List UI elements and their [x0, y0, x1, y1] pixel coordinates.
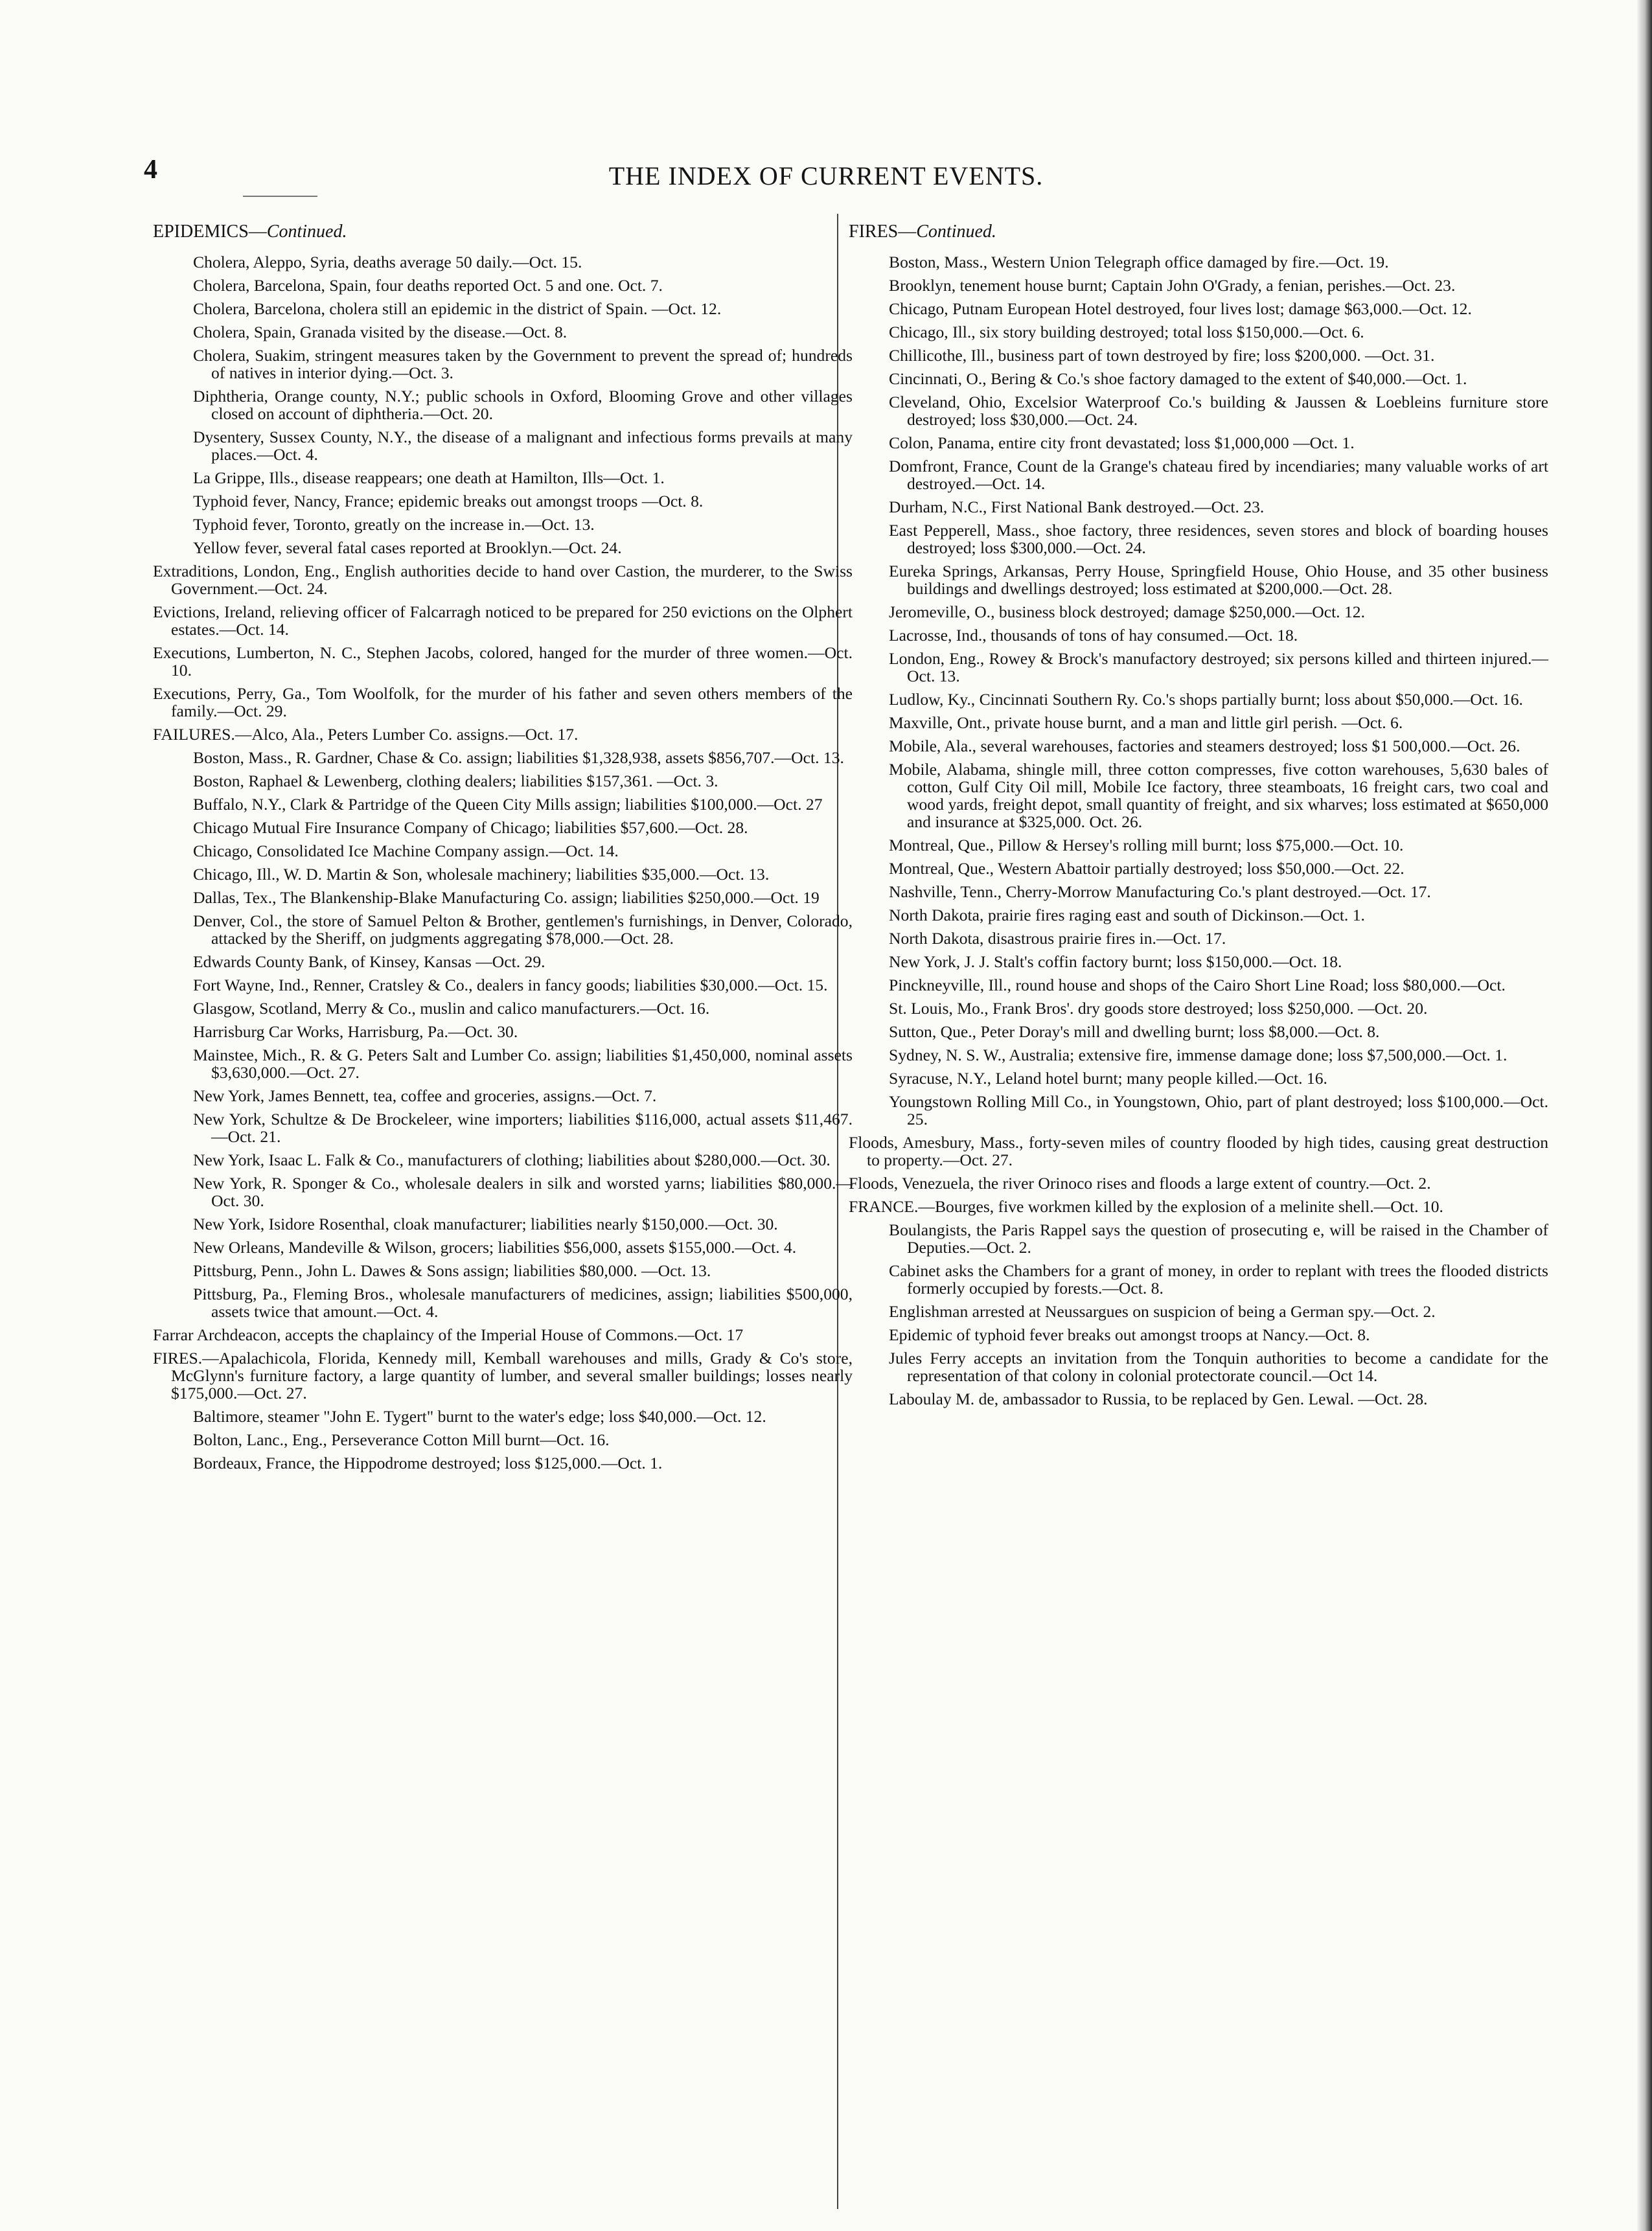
index-entry: Maxville, Ont., private house burnt, and a man and little girl perish. —Oct. 6. [889, 713, 1403, 732]
index-entry: Sutton, Que., Peter Doray's mill and dwelling burnt; loss $8,000.—Oct. 8. [889, 1022, 1380, 1041]
index-entry: Chicago, Consolidated Ice Machine Company assign.—Oct. 14. [193, 841, 619, 860]
index-entry: St. Louis, Mo., Frank Bros'. dry goods store destroyed; loss $250,000. —Oct. 20. [889, 999, 1428, 1018]
index-entry: Jules Ferry accepts an invitation from the Tonquin authorities to become a candidate for the representation of that colony in colonial protectorate council.—Oct 14. [889, 1349, 1548, 1385]
index-entry: Youngstown Rolling Mill Co., in Youngstown, Ohio, part of plant destroyed; loss $100,000.—Oct. 25. [889, 1092, 1548, 1128]
index-entry: Floods, Venezuela, the river Orinoco rises and floods a large extent of country.—Oct. 2. [849, 1174, 1431, 1193]
index-entry: Sydney, N. S. W., Australia; extensive fire, immense damage done; loss $7,500,000.—Oct. 1. [889, 1046, 1508, 1064]
index-entry: Boston, Mass., Western Union Telegraph office damaged by fire.—Oct. 19. [889, 253, 1389, 271]
index-entry: Jeromeville, O., business block destroyed; damage $250,000.—Oct. 12. [889, 602, 1365, 621]
index-entry: Denver, Col., the store of Samuel Pelton & Brother, gentlemen's furnishings, in Denver, Colorado, attacked by the Sheriff, on judgments aggregating $78,000.—Oct. 28. [193, 911, 853, 948]
index-entry: Buffalo, N.Y., Clark & Partridge of the Queen City Mills assign; liabilities $100,000.—Oct. 27 [193, 795, 823, 814]
index-entry: Pittsburg, Penn., John L. Dawes & Sons assign; liabilities $80,000. —Oct. 13. [193, 1261, 711, 1280]
index-entry: Cholera, Aleppo, Syria, deaths average 50 daily.—Oct. 15. [193, 253, 582, 271]
index-entry: Glasgow, Scotland, Merry & Co., muslin and calico manufacturers.—Oct. 16. [193, 999, 710, 1018]
index-entry: Englishman arrested at Neussargues on suspicion of being a German spy.—Oct. 2. [889, 1302, 1436, 1321]
continued-label: Continued. [266, 222, 347, 242]
index-entry: Pittsburg, Pa., Fleming Bros., wholesale manufacturers of medicines, assign; liabilities $500,000, assets twice that amount.—Oct. 4. [193, 1285, 853, 1321]
index-entry: New York, Isidore Rosenthal, cloak manufacturer; liabilities nearly $150,000.—Oct. 30. [193, 1215, 778, 1233]
index-entry: Montreal, Que., Western Abattoir partially destroyed; loss $50,000.—Oct. 22. [889, 859, 1405, 878]
index-entry: Nashville, Tenn., Cherry-Morrow Manufacturing Co.'s plant destroyed.—Oct. 17. [889, 882, 1431, 901]
index-entry: Fort Wayne, Ind., Renner, Cratsley & Co., dealers in fancy goods; liabilities $30,000.—Oct. 15. [193, 976, 828, 994]
index-entry: Mobile, Alabama, shingle mill, three cotton compresses, five cotton warehouses, 5,630 bales of cotton, Gulf City Oil mill, Mobile Ice factory, three steamboats, 16 freight cars, two coal and wood yards, freight depot, small quantity of freight, and six wharves; loss estimated at $650,000 and insurance at $325,000. Oct. 26. [889, 760, 1548, 831]
index-entry: Boston, Mass., R. Gardner, Chase & Co. assign; liabilities $1,328,938, assets $856,707.—Oct. 13. [193, 748, 844, 767]
index-entry: Boulangists, the Paris Rappel says the question of prosecuting e, will be raised in the Chamber of Deputies.—Oct. 2. [889, 1220, 1548, 1257]
index-entry: Montreal, Que., Pillow & Hersey's rolling mill burnt; loss $75,000.—Oct. 10. [889, 836, 1404, 854]
index-entry: Chicago, Ill., six story building destroyed; total loss $150,000.—Oct. 6. [889, 323, 1364, 341]
index-entry: Bordeaux, France, the Hippodrome destroyed; loss $125,000.—Oct. 1. [193, 1454, 663, 1472]
index-entry: Cleveland, Ohio, Excelsior Waterproof Co.'s building & Jaussen & Loebleins furniture store destroyed; loss $30,000.—Oct. 24. [889, 393, 1548, 429]
index-entry: Executions, Lumberton, N. C., Stephen Jacobs, colored, hanged for the murder of three women.—Oct. 10. [153, 643, 853, 680]
index-entry: North Dakota, prairie fires raging east and south of Dickinson.—Oct. 1. [889, 906, 1365, 924]
index-entry: Cholera, Barcelona, cholera still an epidemic in the district of Spain. —Oct. 12. [193, 299, 722, 318]
index-entry: Cholera, Spain, Granada visited by the disease.—Oct. 8. [193, 323, 568, 341]
index-entry: Baltimore, steamer "John E. Tygert" burnt to the water's edge; loss $40,000.—Oct. 12. [193, 1407, 766, 1426]
page-title: THE INDEX OF CURRENT EVENTS. [608, 161, 1044, 190]
page-edge-shadow [1636, 0, 1652, 2231]
index-entry: Typhoid fever, Nancy, France; epidemic breaks out amongst troops —Oct. 8. [193, 492, 704, 510]
section-label: EPIDEMICS— [153, 222, 267, 242]
index-entry: Epidemic of typhoid fever breaks out amongst troops at Nancy.—Oct. 8. [889, 1325, 1370, 1344]
section-label: FIRES— [849, 222, 917, 242]
index-entry: Chicago, Ill., W. D. Martin & Son, wholesale machinery; liabilities $35,000.—Oct. 13. [193, 865, 770, 884]
index-entry: Dallas, Tex., The Blankenship-Blake Manufacturing Co. assign; liabilities $250,000.—Oct. 19 [193, 888, 820, 907]
index-entry: Executions, Perry, Ga., Tom Woolfolk, for the murder of his father and seven others members of the family.—Oct. 29. [153, 684, 853, 720]
index-entry: East Pepperell, Mass., shoe factory, three residences, seven stores and block of boarding houses destroyed; loss $300,000.—Oct. 24. [889, 521, 1548, 557]
left-column [153, 223, 853, 1478]
index-entry: Chillicothe, Ill., business part of town destroyed by fire; loss $200,000. —Oct. 31. [889, 346, 1435, 365]
title-rule [243, 196, 317, 197]
index-entry: Yellow fever, several fatal cases reported at Brooklyn.—Oct. 24. [193, 538, 622, 557]
index-entry: Brooklyn, tenement house burnt; Captain John O'Grady, a fenian, perishes.—Oct. 23. [889, 276, 1456, 295]
index-entry: Typhoid fever, Toronto, greatly on the increase in.—Oct. 13. [193, 515, 595, 534]
index-entry: Farrar Archdeacon, accepts the chaplaincy of the Imperial House of Commons.—Oct. 17 [153, 1325, 744, 1344]
index-entry: Extraditions, London, Eng., English authorities decide to hand over Castion, the murderer, to the Swiss Government.—Oct. 24. [153, 562, 853, 598]
index-entry: New York, R. Sponger & Co., wholesale dealers in silk and worsted yarns; liabilities $80,000.—Oct. 30. [193, 1174, 853, 1210]
index-entry: Cincinnati, O., Bering & Co.'s shoe factory damaged to the extent of $40,000.—Oct. 1. [889, 369, 1467, 388]
index-entry: New York, James Bennett, tea, coffee and groceries, assigns.—Oct. 7. [193, 1086, 657, 1105]
index-entry: FAILURES.—Alco, Ala., Peters Lumber Co. assigns.—Oct. 17. [153, 725, 579, 744]
index-entry: Mainstee, Mich., R. & G. Peters Salt and Lumber Co. assign; liabilities $1,450,000, nominal assets $3,630,000.—Oct. 27. [193, 1046, 853, 1082]
index-entry: New Orleans, Mandeville & Wilson, grocers; liabilities $56,000, assets $155,000.—Oct. 4. [193, 1238, 797, 1257]
right-column-header [849, 223, 1548, 240]
index-entry: Chicago Mutual Fire Insurance Company of Chicago; liabilities $57,600.—Oct. 28. [193, 818, 748, 837]
index-entry: Cholera, Suakim, stringent measures taken by the Government to prevent the spread of; hundreds of natives in interior dying.—Oct. 3. [193, 346, 853, 382]
index-entry: New York, Schultze & De Brockeleer, wine importers; liabilities $116,000, actual assets $11,467.—Oct. 21. [193, 1110, 853, 1146]
index-entry: La Grippe, Ills., disease reappears; one death at Hamilton, Ills—Oct. 1. [193, 468, 665, 487]
index-entry: New York, J. J. Stalt's coffin factory burnt; loss $150,000.—Oct. 18. [889, 952, 1342, 971]
index-entry: Cholera, Barcelona, Spain, four deaths reported Oct. 5 and one. Oct. 7. [193, 276, 663, 295]
index-entry: Ludlow, Ky., Cincinnati Southern Ry. Co.'s shops partially burnt; loss about $50,000.—Oct. 16. [889, 690, 1523, 709]
page-number: 4 [144, 155, 157, 185]
index-entry: Floods, Amesbury, Mass., forty-seven miles of country flooded by high tides, causing great destruction to property.—Oct. 27. [849, 1133, 1548, 1169]
index-entry: Mobile, Ala., several warehouses, factories and steamers destroyed; loss $1 500,000.—Oct. 26. [889, 737, 1520, 755]
index-entry: Dysentery, Sussex County, N.Y., the disease of a malignant and infectious forms prevails at many places.—Oct. 4. [193, 428, 853, 464]
index-entry: Bolton, Lanc., Eng., Perseverance Cotton Mill burnt—Oct. 16. [193, 1430, 610, 1449]
index-entry: Pinckneyville, Ill., round house and shops of the Cairo Short Line Road; loss $80,000.—Oct. [889, 976, 1506, 994]
right-entries [849, 253, 1548, 1408]
index-entry: Harrisburg Car Works, Harrisburg, Pa.—Oct. 30. [193, 1022, 518, 1041]
index-entry: Syracuse, N.Y., Leland hotel burnt; many people killed.—Oct. 16. [889, 1069, 1327, 1088]
index-entry: FIRES.—Apalachicola, Florida, Kennedy mill, Kemball warehouses and mills, Grady & Co's store, McGlynn's furniture factory, a large quantity of lumber, and several smaller buildings; losses nearly $175,000.—Oct. 27. [153, 1349, 853, 1402]
left-entries [153, 253, 853, 1472]
index-entry: North Dakota, disastrous prairie fires in.—Oct. 17. [889, 929, 1226, 948]
index-entry: Chicago, Putnam European Hotel destroyed, four lives lost; damage $63,000.—Oct. 12. [889, 299, 1472, 318]
index-entry: Boston, Raphael & Lewenberg, clothing dealers; liabilities $157,361. —Oct. 3. [193, 772, 718, 790]
index-entry: Laboulay M. de, ambassador to Russia, to be replaced by Gen. Lewal. —Oct. 28. [889, 1390, 1428, 1408]
index-entry: Eureka Springs, Arkansas, Perry House, Springfield House, Ohio House, and 35 other business buildings and dwellings destroyed; loss estimated at $200,000.—Oct. 28. [889, 562, 1548, 598]
index-entry: Edwards County Bank, of Kinsey, Kansas —Oct. 29. [193, 952, 545, 971]
right-column [849, 223, 1548, 1413]
left-column-header [153, 223, 853, 240]
index-entry: London, Eng., Rowey & Brock's manufactory destroyed; six persons killed and thirteen injured.—Oct. 13. [889, 649, 1548, 685]
index-entry: Cabinet asks the Chambers for a grant of money, in order to replant with trees the flooded districts formerly occupied by forests.—Oct. 8. [889, 1261, 1548, 1298]
index-entry: New York, Isaac L. Falk & Co., manufacturers of clothing; liabilities about $280,000.—Oct. 30. [193, 1150, 831, 1169]
continued-label: Continued. [916, 222, 996, 242]
index-entry: Evictions, Ireland, relieving officer of Falcarragh noticed to be prepared for 250 evictions on the Olphert estates.—Oct. 14. [153, 602, 853, 639]
index-entry: FRANCE.—Bourges, five workmen killed by the explosion of a melinite shell.—Oct. 10. [849, 1197, 1443, 1216]
index-entry: Diphtheria, Orange county, N.Y.; public schools in Oxford, Blooming Grove and other villages closed on account of diphtheria.—Oct. 20. [193, 387, 853, 423]
index-entry: Durham, N.C., First National Bank destroyed.—Oct. 23. [889, 498, 1265, 516]
index-entry: Lacrosse, Ind., thousands of tons of hay consumed.—Oct. 18. [889, 626, 1298, 645]
index-entry: Domfront, France, Count de la Grange's chateau fired by incendiaries; many valuable works of art destroyed.—Oct. 14. [889, 457, 1548, 493]
index-entry: Colon, Panama, entire city front devastated; loss $1,000,000 —Oct. 1. [889, 433, 1355, 452]
